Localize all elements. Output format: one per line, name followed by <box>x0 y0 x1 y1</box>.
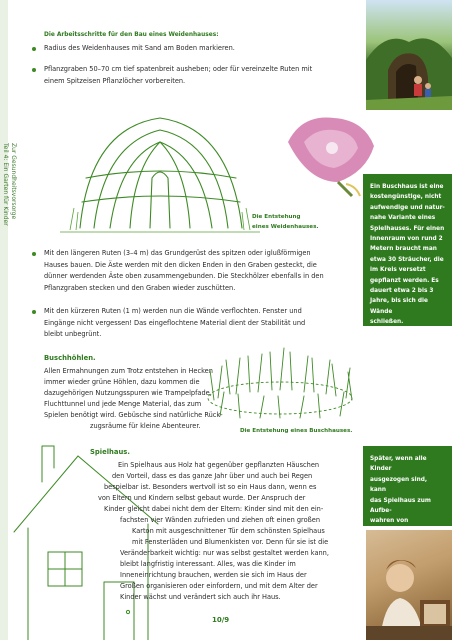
panel2-line-1: Später, wenn alle Kinder <box>370 456 427 473</box>
willow-frame-sketch <box>60 108 260 236</box>
buschhoehlen-heading: Buschhöhlen. <box>44 354 96 362</box>
caption-weidenhaus-line-1: Die Entstehung <box>252 214 301 220</box>
step-2-line-2: einem Spitzeisen Pflanzlöcher vorbereiten. <box>44 76 186 85</box>
spielhaus-line-3: bespielbar ist. Besonders wertvoll ist so ein Haus dann, wenn es <box>104 483 317 491</box>
buschhoehlen-line-4: Fluchttunnel und jede Menge Material, das zum <box>44 400 202 408</box>
panel1-line-3: aufwendige und natur- <box>370 204 445 211</box>
spielhaus-line-5: Kinder gleicht dabei nicht dem der Eltern: Kinder sind mit den ein- <box>104 505 324 513</box>
spielhaus-line-1: Ein Spielhaus aus Holz hat gegenüber gepflanzten Häuschen <box>118 461 320 469</box>
buschhaus-info-panel <box>363 174 452 326</box>
spielhaus-heading: Spielhaus. <box>90 448 130 456</box>
step-bullet-2 <box>30 64 364 87</box>
side-title-line-2: Teil 4: Ein Garten für Kinder <box>2 143 9 226</box>
caption-weidenhaus-line-2: eines Weidenhauses. <box>252 224 319 230</box>
step-4-line-2: Eingänge nicht vergessen! Das eingeflochtene Material dient der Stabilität und <box>44 318 306 327</box>
spielhaus-line-6: fachsten vier Wänden zufrieden und ziehen oft einen großen <box>120 516 321 524</box>
page-number: 10/9 <box>212 616 230 624</box>
spielhaus-info-panel <box>363 446 452 526</box>
spielhaus-line-4: von Eltern und Kindern selbst gebaut wurde. Der Anspruch der <box>98 494 306 502</box>
spielhaus-line-12: Großen organisieren oder einfordern, und mit dem Alter der <box>120 582 318 590</box>
willow-house-photo-art <box>366 0 452 110</box>
panel2-line-4: wahren von <box>370 518 409 525</box>
panel1-line-13: schließen. <box>370 319 404 326</box>
spielhaus-line-2: den Vorteil, dass es das ganze Jahr über und auch bei Regen <box>112 472 313 480</box>
side-title-line-1: Zur Gesundheitsvorsorge <box>10 143 17 220</box>
panel2-line-2: ausgezogen sind, kann <box>370 476 428 494</box>
step-3-line-1: Mit den längeren Ruten (3–4 m) das Grundgerüst des spitzen oder iglußförmigen <box>44 249 311 257</box>
willow-house-photo <box>366 0 452 110</box>
spielhaus-line-11: Inneneinrichtung brauchen, werden sie sich im Haus der <box>120 571 307 579</box>
panel1-line-11: dauert etwa 2 bis 3 <box>370 288 434 295</box>
step-2-line-1: Pflanzgraben 50–70 cm tief spatenbreit ausheben; oder für vereinzelte Ruten mit <box>44 65 313 73</box>
steps-title: Die Arbeitsschritte für den Bau eines Weidenhauses: <box>44 30 219 38</box>
panel1-line-12: Jahre, bis sich die Wände <box>370 298 428 315</box>
spielhaus-line-8: mit Fensterläden und Blumenkisten vor. Denn für sie ist die <box>132 538 329 546</box>
step-3-line-2: Hauses bauen. Die Äste werden mit den dicken Enden in den Graben gesteckt, die <box>44 260 317 269</box>
buschhoehlen-line-2: immer wieder grüne Höhlen, dazu kommen die <box>44 378 200 386</box>
step-3-line-3: dünner werdenden Äste oben zusammengebunden. Die Steckhölzer ebenfalls in den <box>44 272 324 280</box>
buschhoehlen-line-6: zugsräume für kleine Abenteurer. <box>90 422 201 430</box>
panel1-line-4: nahe Variante eines <box>370 215 436 222</box>
panel1-line-6: Innenraum von rund 2 <box>370 236 443 243</box>
side-running-title <box>1 143 17 353</box>
buschhoehlen-line-5: Spielen benötigt wird. Gebüsche sind natürliche Rück- <box>44 411 223 419</box>
spielhaus-line-13: Kinder wächst und verändert sich auch ihr Haus. <box>120 593 281 601</box>
caption-buschhaus: Die Entstehung eines Buschhauses. <box>240 428 353 434</box>
spielhaus-line-10: bleibt langfristig interessant. Alles, was die Kinder im <box>120 560 296 568</box>
panel1-line-7: Metern braucht man <box>370 246 437 253</box>
step-4-line-3: bleibt unbegrünt. <box>44 330 102 338</box>
step-4-line-1: Mit den kürzeren Ruten (1 m) werden nun die Wände verflochten. Fenster und <box>44 307 302 315</box>
bush-circle-sketch <box>200 336 360 420</box>
step-1-line-1: Radius des Weidenhauses mit Sand am Boden markieren. <box>44 44 235 52</box>
step-bullet-1 <box>30 43 364 55</box>
panel1-line-5: Spielhauses. Für einen <box>370 225 445 232</box>
panel1-line-10: gepflanzt werden. Es <box>370 277 439 284</box>
panel2-line-3: das Spielhaus zum Aufbe- <box>370 497 431 515</box>
panel1-line-9: im Kreis versetzt <box>370 267 426 274</box>
child-playhouse-photo-art <box>366 530 452 640</box>
spielhaus-line-9: Veränderbarkeit wichtig: nur was selbst gestaltet werden kann, <box>120 549 329 557</box>
child-playhouse-photo <box>366 530 452 640</box>
step-bullet-3 <box>30 248 374 294</box>
buschhoehlen-line-3: dazugehörigen Nutzungsspuren wie Trampelpfade, <box>44 389 212 397</box>
panel1-line-8: etwa 30 Sträucher, die <box>370 256 444 263</box>
caption-weidenhaus <box>252 212 319 232</box>
buschhoehlen-line-1: Allen Ermahnungen zum Trotz entstehen in Hecken <box>44 367 213 375</box>
panel1-line-2: kostengünstige, nicht <box>370 194 442 201</box>
step-3-line-4: Pflanzgraben stecken und den Graben wieder zuschütten. <box>44 283 236 292</box>
panel1-line-1: Ein Buschhaus ist eine <box>370 184 444 190</box>
spielhaus-line-7: Karton mit ausgeschnittener Tür dem schönsten Spielhaus <box>132 527 325 535</box>
